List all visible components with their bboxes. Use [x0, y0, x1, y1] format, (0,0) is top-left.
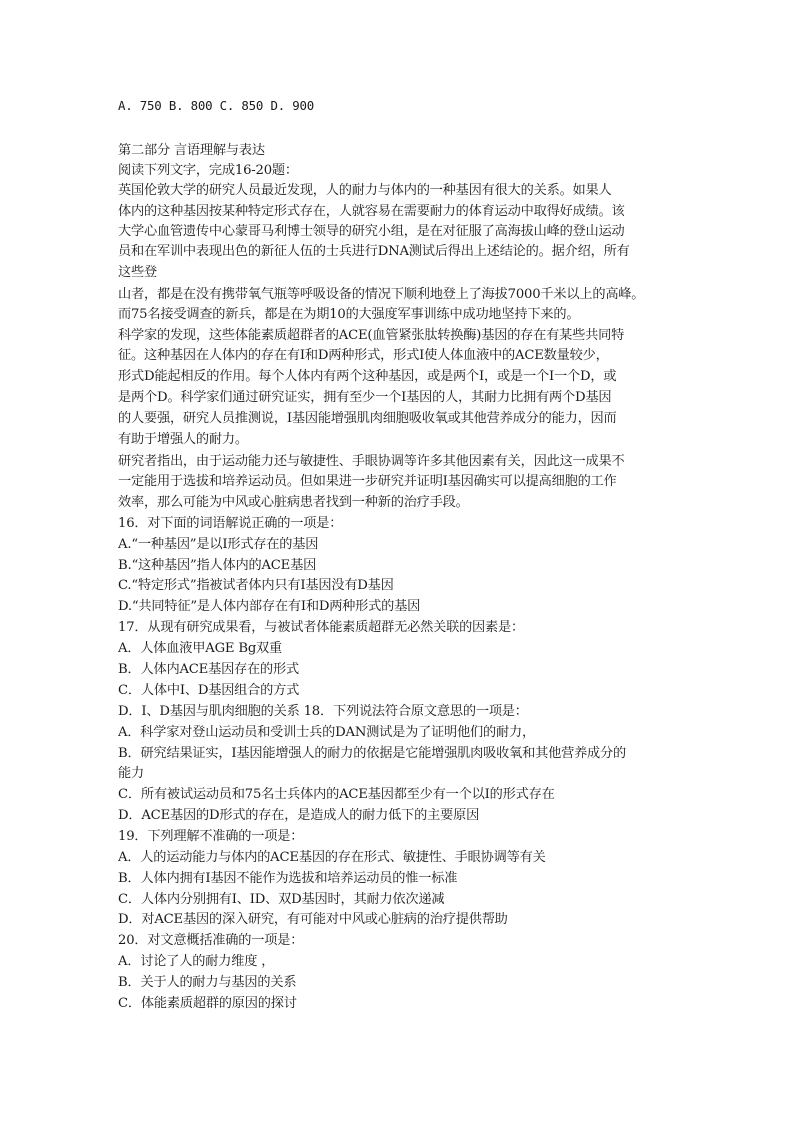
passage-line: 科学家的发现，这些体能素质超群者的ACE(血管紧张肽转换酶)基因的存在有某些共同特: [118, 328, 625, 343]
passage-line: 山者，都是在没有携带氧气瓶等呼吸设备的情况下顺利地登上了海拔7000千米以上的高峰。: [118, 287, 645, 302]
passage-line: 一定能用于选拔和培养运动员。但如果进一步研究并证明I基因确实可以提高细胞的工作: [118, 474, 617, 489]
option-line: C．人体内分别拥有I、ID、双D基因时，其耐力依次递减: [118, 892, 445, 907]
option-line: C．体能素质超群的原因的探讨: [118, 996, 297, 1011]
passage-line: 体内的这种基因按某种特定形式存在，人就容易在需要耐力的体育运动中取得好成绩。该: [118, 204, 625, 219]
option-line: D．对ACE基因的深入研究，有可能对中风或心脏病的治疗提供帮助: [118, 912, 508, 927]
previous-answer-options: A. 750 B. 800 C. 850 D. 900: [118, 98, 315, 113]
option-line: B.“这种基因”指人体内的ACE基因: [118, 558, 317, 573]
option-line: B．人体内ACE基因存在的形式: [118, 662, 299, 677]
passage-line: 研究者指出，由于运动能力还与敏捷性、手眼协调等许多其他因素有关，因此这一成果不: [118, 454, 625, 469]
passage-line: 是两个D。科学家们通过研究证实，拥有至少一个I基因的人，其耐力比拥有两个D基因: [118, 390, 612, 405]
passage-line: 而75名接受调查的新兵，都是在为期10的大强度军事训练中成功地坚持下来的。: [118, 307, 580, 322]
option-line: A．人体血液甲AGE Bg双重: [118, 641, 283, 656]
question-20-stem: 20．对文意概括准确的一项是：: [118, 933, 304, 948]
option-line: C．人体中I、D基因组合的方式: [118, 683, 300, 698]
option-line: A．人的运动能力与体内的ACE基因的存在形式、敏捷性、手眼协调等有关: [118, 850, 546, 865]
option-line: C.“特定形式”指被试者体内只有I基因没有D基因: [118, 578, 394, 593]
option-line: B．关于人的耐力与基因的关系: [118, 975, 297, 990]
option-line: A．科学家对登山运动员和受训士兵的DAN测试是为了证明他们的耐力，: [118, 725, 535, 740]
option-line: D．ACE基因的D形式的存在，是造成人的耐力低下的主要原因: [118, 808, 480, 823]
passage-line: 员和在军训中表现出色的新征人伍的士兵进行DNA测试后得出上述结论的。据介绍，所有: [118, 244, 630, 259]
option-line: B．研究结果证实，I基因能增强人的耐力的依据是它能增强肌肉吸收氧和其他营养成分的: [118, 746, 627, 761]
section-title: 第二部分 言语理解与表达: [118, 143, 265, 158]
passage-line: 征。这种基因在人体内的存在有I和D两种形式，形式I使人体血液中的ACE数量较少，: [118, 348, 609, 363]
option-line: C．所有被试运动员和75名士兵体内的ACE基因都至少有一个以I的形式存在: [118, 787, 555, 802]
option-line: A．讨论了人的耐力维度 ，: [118, 954, 275, 969]
option-line: D．I、D基因与肌肉细胞的关系 18．下列说法符合原文意思的一项是：: [118, 704, 528, 719]
question-16-stem: 16．对下面的词语解说正确的一项是：: [118, 516, 343, 531]
passage-line: 形式D能起相反的作用。每个人体内有两个这种基因，或是两个I，或是一个I一个D，或: [118, 369, 617, 384]
option-line: B．人体内拥有I基因不能作为选拔和培养运动员的惟一标准: [118, 871, 458, 886]
question-17-stem: 17．从现有研究成果看，与被试者体能素质超群无必然关联的因素是：: [118, 620, 525, 635]
passage-line: 有助于增强人的耐力。: [118, 432, 248, 447]
passage-line: 英国伦敦大学的研究人员最近发现，人的耐力与体内的一种基因有很大的关系。如果人: [118, 183, 612, 198]
question-19-stem: 19．下列理解不准确的一项是：: [118, 829, 304, 844]
passage-line: 大学心血管遗传中心蒙哥马利博士领导的研究小组，是在对征服了高海拔山峰的登山运动: [118, 224, 625, 239]
option-line: D.“共同特征”是人体内部存在有I和D两种形式的基因: [118, 599, 421, 614]
passage-line: 这些登: [118, 265, 157, 280]
option-line: A.“一种基因”是以I形式存在的基因: [118, 537, 319, 552]
passage-line: 的人要强，研究人员推测说，I基因能增强肌肉细胞吸收氧或其他营养成分的能力，因而: [118, 411, 617, 426]
option-line: 能力: [118, 766, 144, 781]
passage-line: 效率，那么可能为中风或心脏病患者找到一种新的治疗手段。: [118, 495, 469, 510]
instruction: 阅读下列文字，完成16-20题：: [118, 163, 298, 178]
